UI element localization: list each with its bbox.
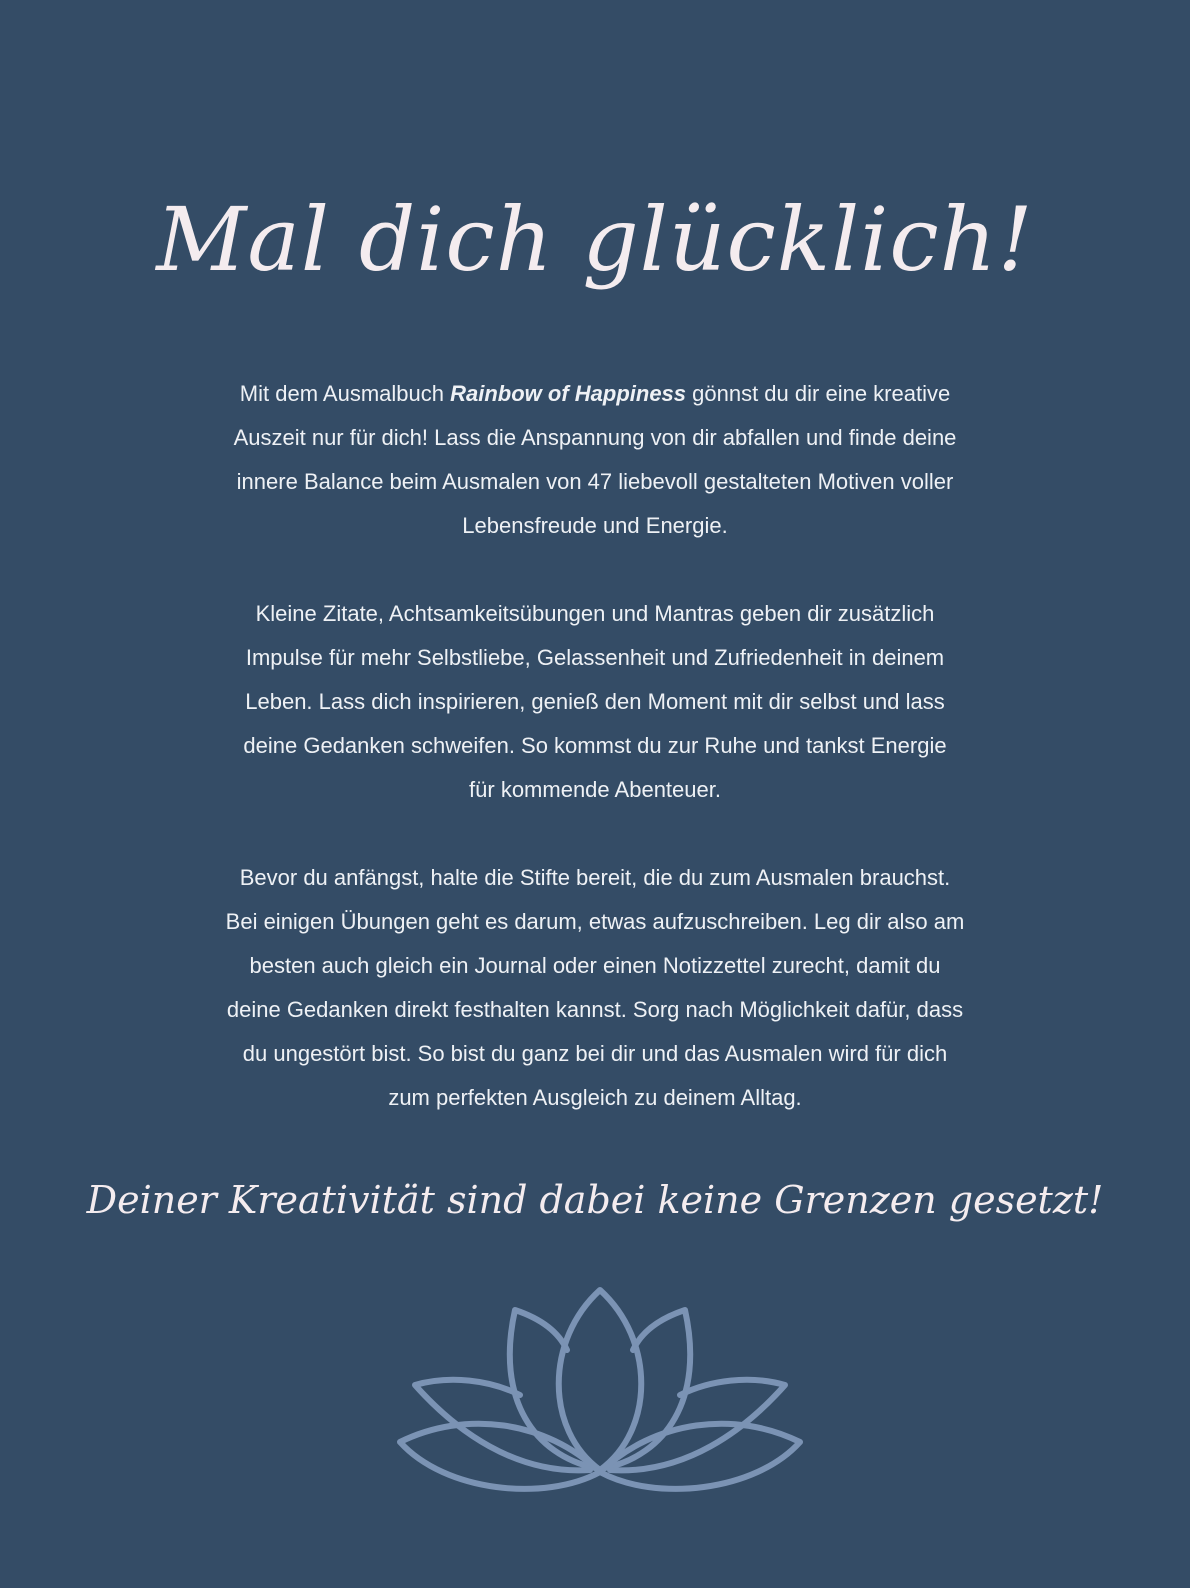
preparation-paragraph: [195, 856, 995, 1120]
page-title: Mal dich glücklich!: [156, 188, 1034, 291]
lotus-petal-inner-right: [605, 1310, 690, 1468]
intro-line-1: Mit dem Ausmalbuch Rainbow of Happiness gönnst du dir eine kreative: [239, 381, 951, 406]
book-title: Rainbow of Happiness: [450, 381, 687, 406]
mindfulness-line: Leben. Lass dich inspirieren, genieß den Moment mit dir selbst und lass: [245, 689, 945, 714]
mindfulness-line: Kleine Zitate, Achtsamkeitsübungen und Mantras geben dir zusätzlich: [255, 601, 935, 626]
preparation-line: Bei einigen Übungen geht es darum, etwas aufzuschreiben. Leg dir also am: [225, 909, 965, 934]
mindfulness-paragraph: [195, 592, 995, 812]
intro-line-3: innere Balance beim Ausmalen von 47 liebevoll gestalteten Motiven voller: [236, 469, 954, 494]
lotus-petal-center: [559, 1290, 642, 1470]
closing-tagline: Deiner Kreativität sind dabei keine Grenzen gesetzt!: [86, 1178, 1104, 1222]
mindfulness-line: Impulse für mehr Selbstliebe, Gelassenheit und Zufriedenheit in deinem: [245, 645, 945, 670]
intro-line-2: Auszeit nur für dich! Lass die Anspannung von dir abfallen und finde deine: [233, 425, 957, 450]
intro-paragraph: [195, 372, 995, 548]
preparation-line: zum perfekten Ausgleich zu deinem Alltag.: [388, 1085, 802, 1110]
preparation-line: Bevor du anfängst, halte die Stifte bereit, die du zum Ausmalen brauchst.: [239, 865, 951, 890]
mindfulness-line: deine Gedanken schweifen. So kommst du zur Ruhe und tankst Energie: [243, 733, 947, 758]
lotus-petal-inner-left: [510, 1310, 595, 1468]
preparation-line: du ungestört bist. So bist du ganz bei dir und das Ausmalen wird für dich: [242, 1041, 948, 1066]
lotus-icon: [395, 1280, 805, 1510]
preparation-line: besten auch gleich ein Journal oder einen Notizzettel zurecht, damit du: [249, 953, 941, 978]
mindfulness-line: für kommende Abenteuer.: [469, 777, 721, 802]
intro-line-4: Lebensfreude und Energie.: [462, 513, 728, 538]
preparation-line: deine Gedanken direkt festhalten kannst. Sorg nach Möglichkeit dafür, dass: [226, 997, 964, 1022]
